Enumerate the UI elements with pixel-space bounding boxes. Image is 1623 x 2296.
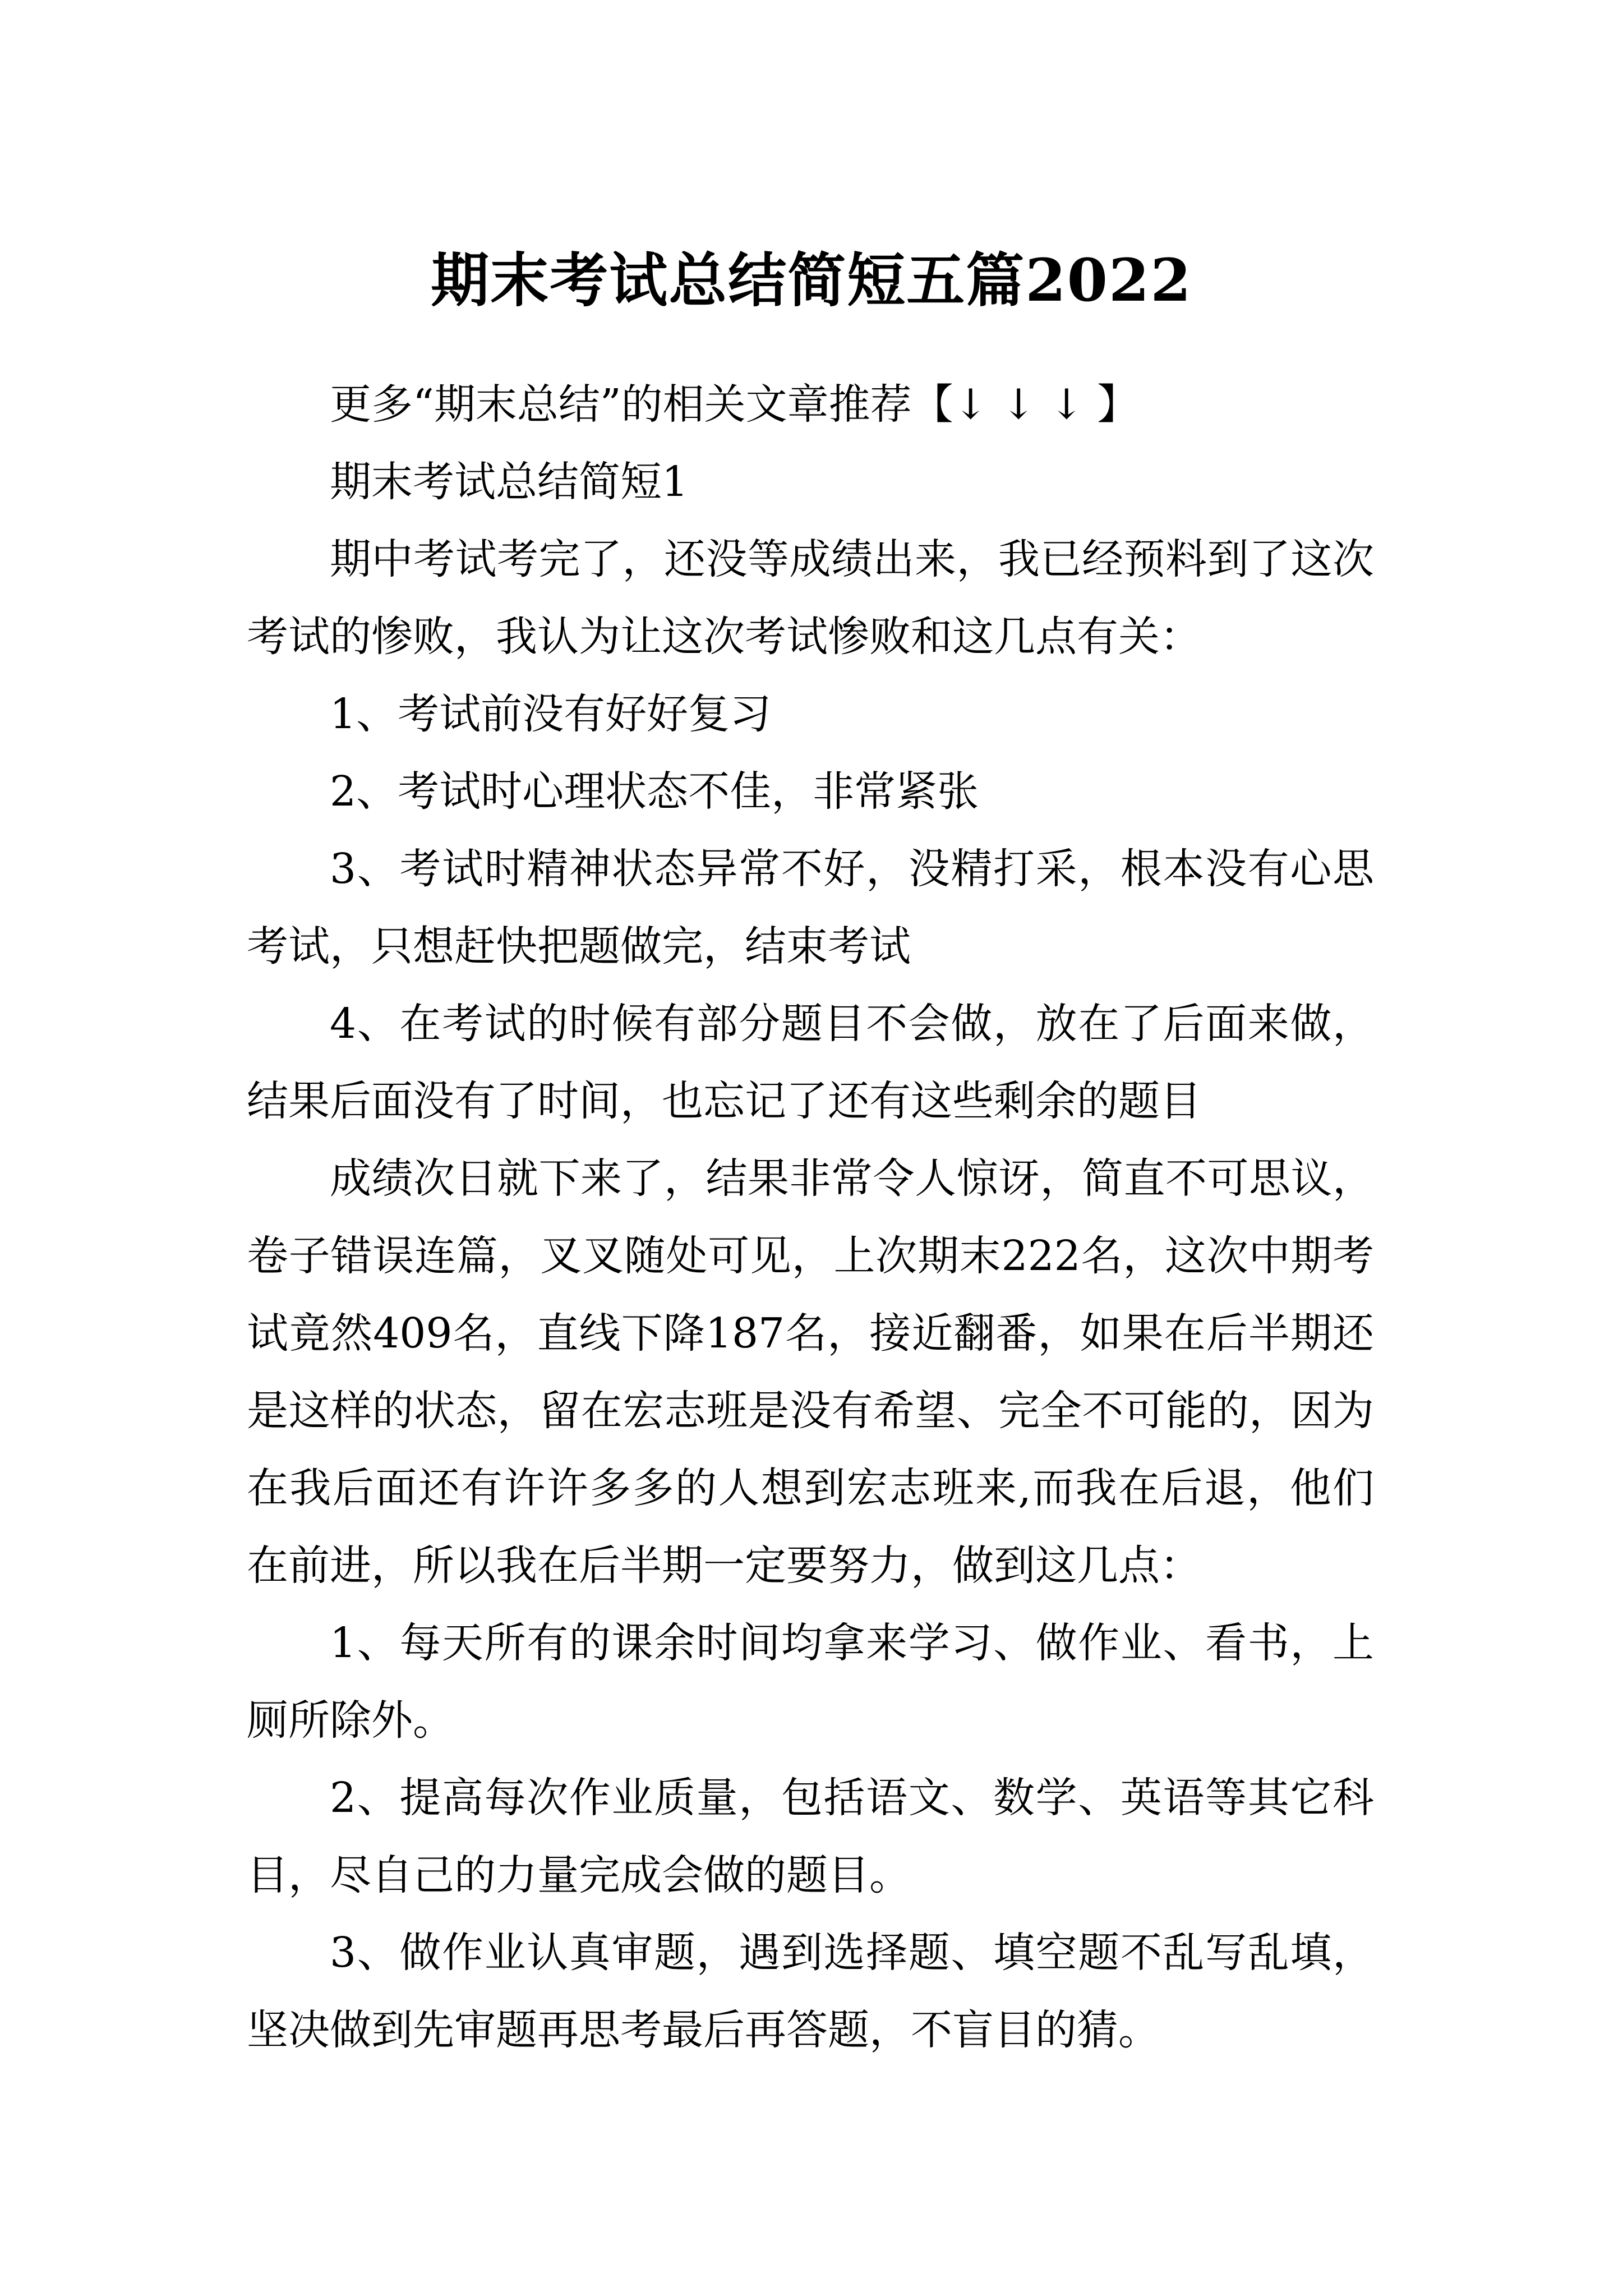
paragraph: 3、考试时精神状态异常不好，没精打采，根本没有心思考试，只想赶快把题做完，结束考试	[247, 845, 1374, 970]
paragraph: 期末考试总结简短1	[330, 458, 689, 506]
paragraph: 更多“期末总结”的相关文章推荐【↓ ↓ ↓ 】	[330, 380, 1139, 429]
document-title: 期末考试总结简短五篇2022	[431, 245, 1192, 315]
paragraph: 1、每天所有的课余时间均拿来学习、做作业、看书，上厕所除外。	[247, 1619, 1374, 1745]
paragraph: 2、提高每次作业质量，包括语文、数学、英语等其它科目，尽自己的力量完成会做的题目。	[247, 1774, 1374, 1899]
paragraph: 4、在考试的时候有部分题目不会做，放在了后面来做，结果后面没有了时间，也忘记了还有这些剩余的题目	[247, 1000, 1374, 1125]
paragraph: 3、做作业认真审题，遇到选择题、填空题不乱写乱填，坚决做到先审题再思考最后再答题，不盲目的猜。	[247, 1929, 1374, 2054]
paragraph: 成绩次日就下来了，结果非常令人惊讶，简直不可思议，卷子错误连篇，叉叉随处可见，上次期末222名，这次中期考试竟然409名，直线下降187名，接近翻番，如果在后半期还是这样的状态，留在宏志班是没有希望、完全不可能的，因为在我后面还有许许多多的人想到宏志班来,而我在后退，他们在前进，所以我在后半期一定要努力，做到这几点：	[247, 1154, 1374, 1590]
paragraph: 期中考试考完了，还没等成绩出来，我已经预料到了这次考试的惨败，我认为让这次考试惨败和这几点有关：	[247, 535, 1374, 661]
paragraph: 1、考试前没有好好复习	[330, 690, 772, 738]
document-body	[247, 366, 1374, 2069]
paragraph: 2、考试时心理状态不佳，非常紧张	[330, 767, 979, 816]
